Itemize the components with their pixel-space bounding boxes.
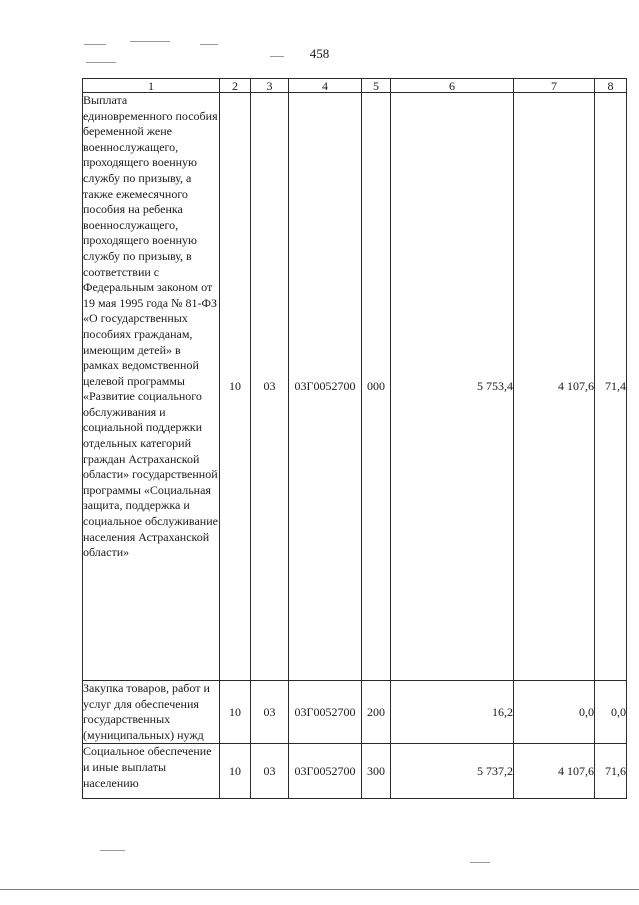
row-value-6: 5 753,4 xyxy=(391,93,514,681)
row-value-8: 71,4 xyxy=(595,93,627,681)
row-name: Закупка товаров, работ и услуг для обеспечения государственных (муниципальных) нужд xyxy=(83,681,220,744)
row-target-article: 03Г0052700 xyxy=(289,93,362,681)
scan-noise xyxy=(470,862,490,863)
row-name: Социальное обеспечение и иные выплаты населению xyxy=(83,744,220,799)
row-section: 10 xyxy=(220,744,251,799)
table-row xyxy=(83,681,627,744)
row-name: Выплата единовременного пособия беременной жене военнослужащего, проходящего военную службу по призыву, а также ежемесячного пособия на ребенка военнослужащего, проходящего военную службу по призыву, в соответствии с Федеральным законом от 19 мая 1995 года № 81-ФЗ «О государственных пособиях гражданам, имеющим детей» в рамках ведомственной целевой программы «Развитие социального обслуживания и социальной поддержки отдельных категорий граждан Астраханской области» государственной программы «Социальная защита, поддержка и социальное обслуживание населения Астраханской области» xyxy=(83,93,220,681)
page-number: 458 xyxy=(309,46,330,61)
col-header-5: 5 xyxy=(362,79,391,93)
col-header-6: 6 xyxy=(391,79,514,93)
col-header-3: 3 xyxy=(251,79,289,93)
col-header-4: 4 xyxy=(289,79,362,93)
row-section: 10 xyxy=(220,681,251,744)
table-row xyxy=(83,744,627,799)
bottom-edge-line xyxy=(0,889,639,890)
scan-noise xyxy=(200,44,218,45)
header-row xyxy=(83,79,627,93)
scan-noise xyxy=(84,44,106,45)
scan-noise xyxy=(100,850,125,851)
row-target-article: 03Г0052700 xyxy=(289,681,362,744)
table-row xyxy=(83,93,627,681)
row-value-8: 71,6 xyxy=(595,744,627,799)
col-header-7: 7 xyxy=(514,79,595,93)
row-value-8: 0,0 xyxy=(595,681,627,744)
row-section: 10 xyxy=(220,93,251,681)
col-header-8: 8 xyxy=(595,79,627,93)
row-expense-type: 200 xyxy=(362,681,391,744)
budget-table xyxy=(82,78,627,799)
row-expense-type: 300 xyxy=(362,744,391,799)
scan-noise xyxy=(130,41,170,42)
col-header-1: 1 xyxy=(83,79,220,93)
row-value-7: 4 107,6 xyxy=(514,744,595,799)
row-value-7: 0,0 xyxy=(514,681,595,744)
row-value-7: 4 107,6 xyxy=(514,93,595,681)
row-value-6: 5 737,2 xyxy=(391,744,514,799)
row-subsection: 03 xyxy=(251,93,289,681)
row-subsection: 03 xyxy=(251,744,289,799)
row-subsection: 03 xyxy=(251,681,289,744)
row-target-article: 03Г0052700 xyxy=(289,744,362,799)
scan-noise xyxy=(270,56,284,57)
row-expense-type: 000 xyxy=(362,93,391,681)
col-header-2: 2 xyxy=(220,79,251,93)
scan-noise xyxy=(86,62,116,63)
row-value-6: 16,2 xyxy=(391,681,514,744)
